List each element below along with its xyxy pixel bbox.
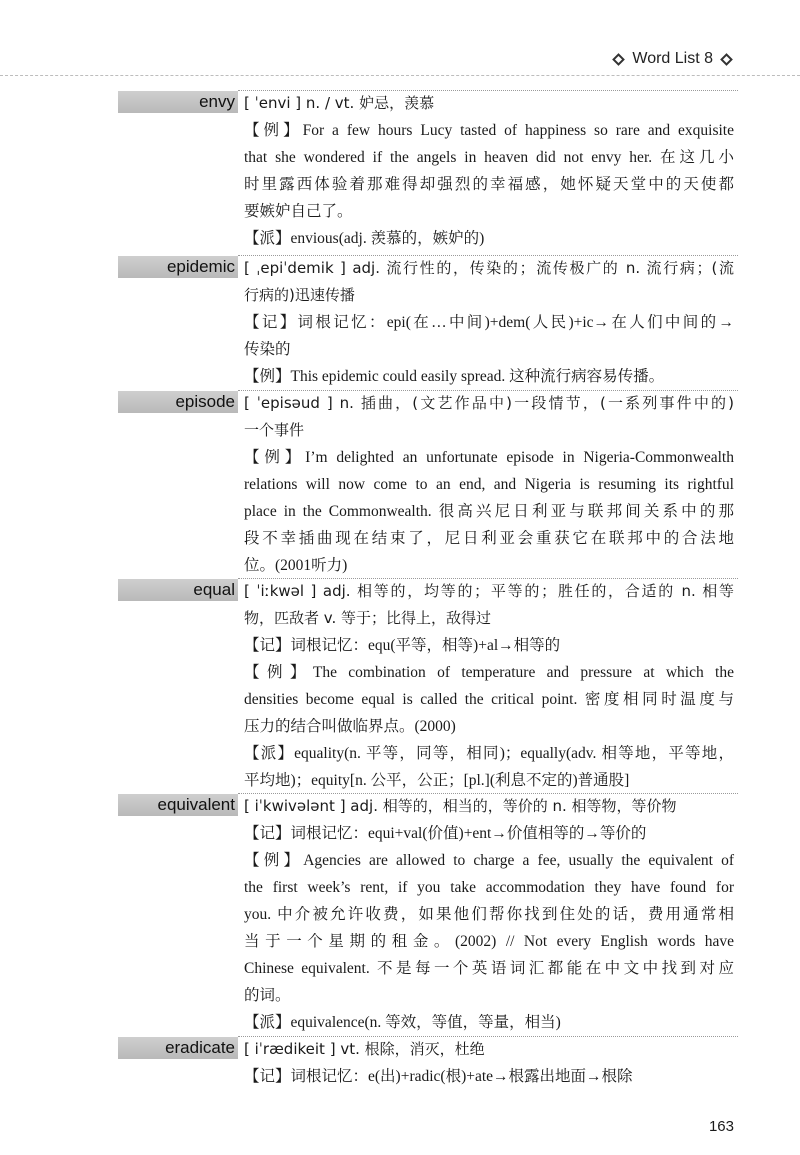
entry-line: [ iˈrædikeit ] vt. 根除，消灭，杜绝 xyxy=(244,1040,485,1058)
headword: equal xyxy=(193,580,235,599)
entry-body xyxy=(244,390,734,579)
page-number: 163 xyxy=(708,1118,734,1135)
headword: eradicate xyxy=(165,1038,235,1057)
entry-line: 【记】词根记忆：equi+val(价值)+ent→价值相等的→等价的 xyxy=(244,825,647,842)
entry-line: [ iˈkwivələnt ] adj. 相等的，相当的，等价的 n. 相等物，等价物 xyxy=(244,797,677,815)
headword: equivalent xyxy=(157,795,235,814)
entry-line: Chinese equivalent. 不是每一个英语词汇都能在中文中找到对应 xyxy=(244,960,734,977)
entry-line: densities become equal is called the critical point. 密度相同时温度与 xyxy=(244,691,734,708)
entry-line: 要嫉妒自己了。 xyxy=(244,203,353,220)
entry-line: 【记】词根记忆：epi(在…中间)+dem(人民)+ic→在人们中间的→ xyxy=(244,314,734,331)
entry-line: 位。(2001听力) xyxy=(244,557,348,574)
entry-line: 【例】The combination of temperature and pressure at which the xyxy=(244,664,734,681)
entry-line: 的词。 xyxy=(244,987,291,1004)
entry-body xyxy=(244,255,734,390)
entry-line: 段不幸插曲现在结束了，尼日利亚会重获它在联邦中的合法地 xyxy=(244,530,734,547)
entry-line: 时里露西体验着那难得却强烈的幸福感，她怀疑天堂中的天使都 xyxy=(244,176,734,193)
entry-line: [ ˈenvi ] n. / vt. 妒忌，羡慕 xyxy=(244,94,435,112)
entry-line: 压力的结合叫做临界点。(2000) xyxy=(244,718,456,735)
diamond-icon xyxy=(720,53,733,66)
entry-line: 物，匹敌者 v. 等于；比得上，敌得过 xyxy=(244,609,492,627)
entry-line: 传染的 xyxy=(244,341,291,358)
entry-line: 【例】For a few hours Lucy tasted of happiness so rare and exquisite xyxy=(244,122,734,139)
entry-line: 【派】envious(adj. 羡慕的，嫉妒的) xyxy=(244,230,485,247)
entry-line: [ ˈepisəud ] n. 插曲，(文艺作品中)一段情节，(一系列事件中的) xyxy=(244,394,734,412)
entry-line: relations will now come to an end, and Nigeria is resuming its rightful xyxy=(244,476,734,493)
entry-line: [ ˌepiˈdemik ] adj. 流行性的，传染的；流传极广的 n. 流行病；(流 xyxy=(244,259,734,277)
header-title: Word List 8 xyxy=(632,50,713,67)
entry-body xyxy=(244,793,734,1036)
header-title-group xyxy=(611,50,734,68)
entry-line: 行病的)迅速传播 xyxy=(244,286,355,304)
entry-line: 【例】I’m delighted an unfortunate episode in Nigeria-Commonwealth xyxy=(244,449,734,466)
entry-line: 【例】Agencies are allowed to charge a fee, usually the equivalent of xyxy=(244,852,734,869)
headword: episode xyxy=(175,392,235,411)
entry-line: 【例】This epidemic could easily spread. 这种流行病容易传播。 xyxy=(244,368,665,385)
diamond-icon xyxy=(613,53,626,66)
entry-line: 平均地)；equity[n. 公平，公正；[pl.](利息不定的)普通股] xyxy=(244,772,630,789)
header-divider xyxy=(0,75,800,76)
entry-line: 一个事件 xyxy=(244,421,305,439)
entry-body xyxy=(244,578,734,794)
entry-line: 当于一个星期的租金。(2002) // Not every English words have xyxy=(244,933,734,950)
page-header xyxy=(0,44,800,76)
entry-body xyxy=(244,90,734,252)
entry-line: [ ˈiːkwəl ] adj. 相等的，均等的；平等的；胜任的，合适的 n. 相等 xyxy=(244,582,734,600)
entry-line: 【派】equality(n. 平等，同等，相同)；equally(adv. 相等地，平等地， xyxy=(244,745,734,762)
entry-line: the first week’s rent, if you take accommodation they have found for xyxy=(244,879,734,896)
entry-line: you. 中介被允许收费，如果他们帮你找到住处的话，费用通常相 xyxy=(244,906,734,923)
entry-line: that she wondered if the angels in heaven did not envy her. 在这几小 xyxy=(244,149,734,166)
headword: epidemic xyxy=(166,257,235,276)
entry-line: 【记】词根记忆：equ(平等，相等)+al→相等的 xyxy=(244,637,561,654)
entry-line: 【记】词根记忆：e(出)+radic(根)+ate→根露出地面→根除 xyxy=(244,1068,633,1085)
entry-body xyxy=(244,1036,734,1090)
entry-line: 【派】equivalence(n. 等效，等值，等量，相当) xyxy=(244,1014,561,1031)
entry-line: place in the Commonwealth. 很高兴尼日利亚与联邦间关系中的那 xyxy=(244,503,734,520)
headword: envy xyxy=(199,92,235,111)
